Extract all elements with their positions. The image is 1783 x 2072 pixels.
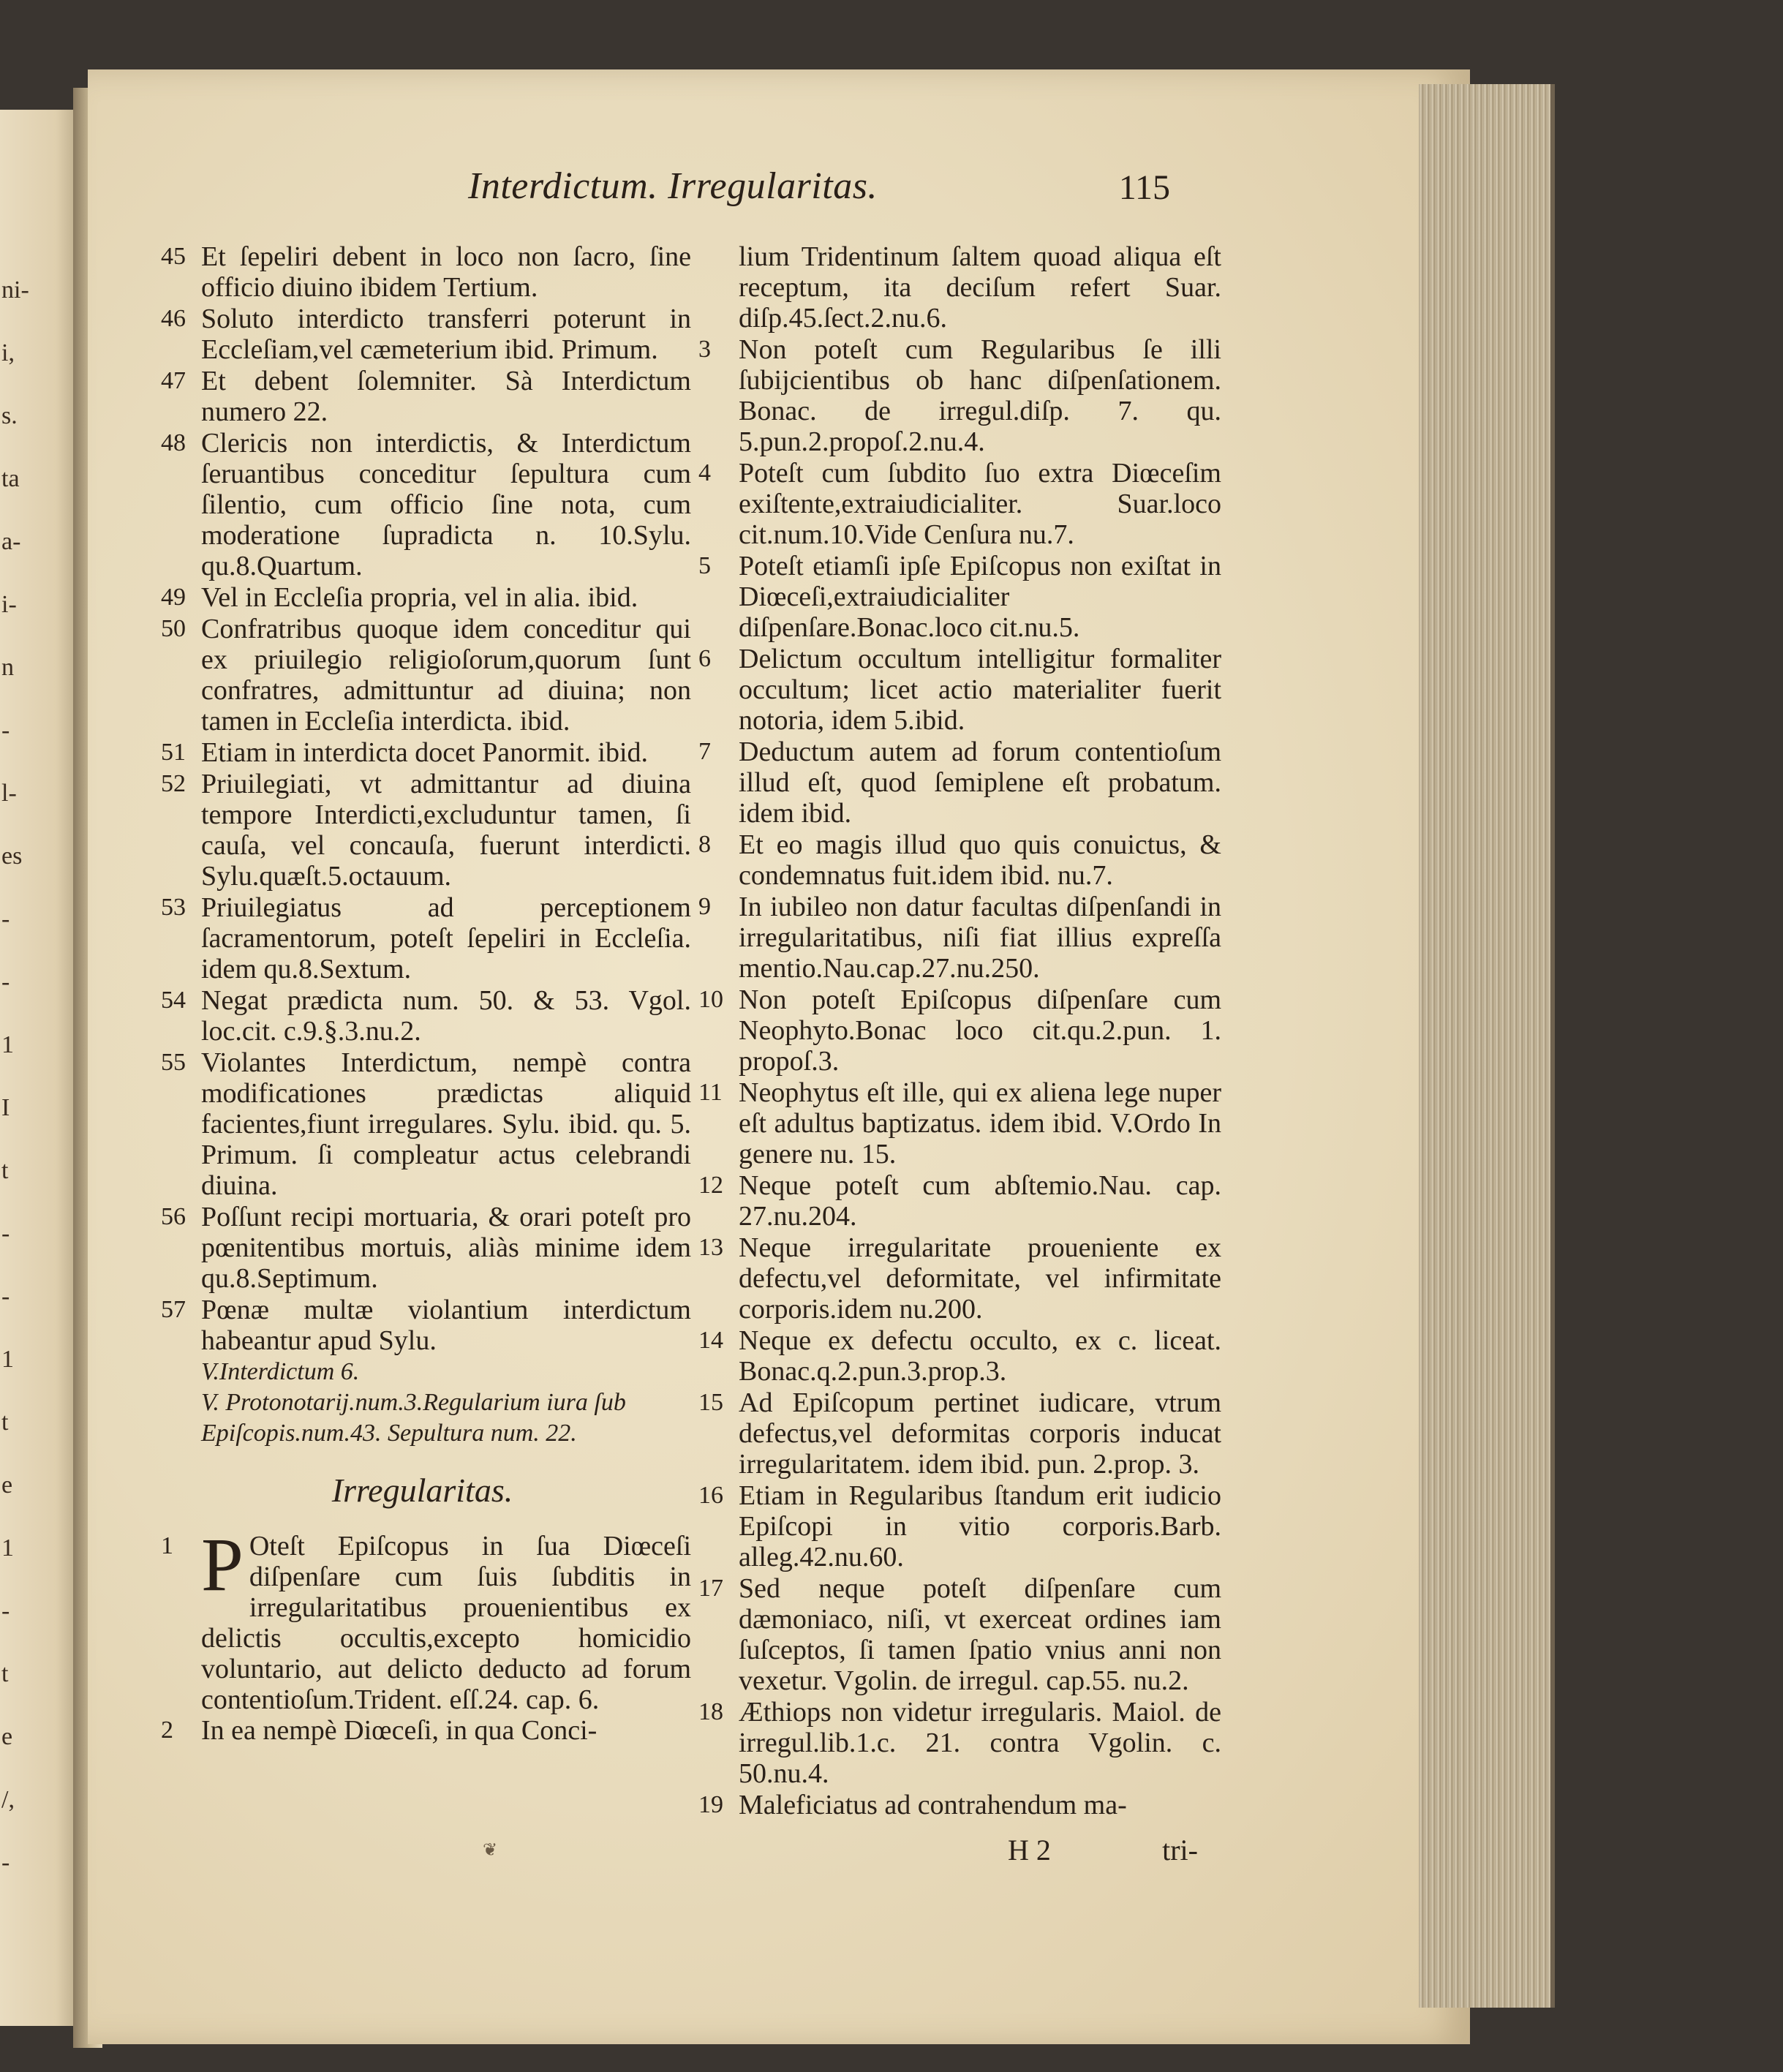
entry-text: Poteſt cum ſubdito ſuo extra Diœceſim exiſtente,extraiudicialiter. Suar.loco cit.num.10.Vide Cenſura nu.7. xyxy=(739,458,1221,550)
index-entry xyxy=(154,241,691,303)
left-page-edge xyxy=(0,110,80,2026)
catchword: tri- xyxy=(1162,1834,1198,1866)
entry-text: Negat prædicta num. 50. & 53. Vgol. loc.cit. c.9.§.3.nu.2. xyxy=(201,985,691,1047)
left-page-fragment: 1 xyxy=(1,1031,14,1058)
left-page-fragment: - xyxy=(1,1849,10,1876)
entry-number: 7 xyxy=(698,738,711,765)
running-head: Interdictum. Irregularitas. xyxy=(468,165,878,207)
entry-number: 54 xyxy=(161,987,186,1014)
left-page-fragment: t xyxy=(1,1409,9,1436)
index-entry xyxy=(691,1697,1221,1789)
left-page-fragment: - xyxy=(1,1597,10,1624)
left-page-fragment: 1 xyxy=(1,1534,14,1561)
left-page-fragment: n xyxy=(1,654,14,681)
signature-mark: H 2 xyxy=(1008,1834,1051,1866)
entry-number: 18 xyxy=(698,1698,723,1725)
left-entries xyxy=(154,241,691,1356)
entry-number: 16 xyxy=(698,1482,723,1509)
index-entry xyxy=(154,1715,691,1746)
index-entry xyxy=(154,1523,691,1715)
index-entry xyxy=(154,1047,691,1201)
entry-number: 50 xyxy=(161,615,186,642)
index-entry xyxy=(691,1232,1221,1325)
entry-text: Ad Epiſcopum pertinet iudicare, vtrum defectus,vel deformitas corporis inducat irregularitatem. idem ibid. pun. 2.prop. 3. xyxy=(739,1387,1221,1480)
entry-text: Confratribus quoque idem conceditur qui ex priuilegio religioſorum,quorum ſunt confratres, admittuntur ad diuina; non tamen in Eccleſia interdicta. ibid. xyxy=(201,614,691,736)
entry-text: Et debent ſolemniter. Sà Interdictum numero 22. xyxy=(201,366,691,427)
entry-text: Pœnæ multæ violantium interdictum habeantur apud Sylu. xyxy=(201,1295,691,1356)
left-page-fragment: t xyxy=(1,1157,9,1184)
entry-number: 56 xyxy=(161,1203,186,1230)
entry-text: Et ſepeliri debent in loco non ſacro, ſine officio diuino ibidem Tertium. xyxy=(201,241,691,303)
index-entry xyxy=(691,1325,1221,1387)
left-page-fragment: a- xyxy=(1,528,21,555)
entry-number: 6 xyxy=(698,645,711,672)
index-entry xyxy=(691,241,1221,334)
left-page-fragment: /, xyxy=(1,1786,15,1813)
entry-number: 53 xyxy=(161,894,186,921)
entry-text: Oteſt Epiſcopus in ſua Diœceſi diſpenſare cum ſuis ſubditis in irregularitatibus prouenientibus ex delictis occultis,excepto homicidio voluntario, aut delicto deducto ad forum contentioſum.Trident. eſſ.24. cap. 6. xyxy=(201,1531,691,1715)
index-entry xyxy=(154,737,691,768)
entry-text: Non poteſt cum Regularibus ſe illi ſubijcientibus ob hanc diſpenſationem. Bonac. de irregul.diſp. 7. qu. 5.pun.2.propoſ.2.nu.4. xyxy=(739,334,1221,457)
index-entry xyxy=(154,366,691,427)
entry-text: Soluto interdicto transferri poterunt in Eccleſiam,vel cæmeterium ibid. Primum. xyxy=(201,304,691,365)
entry-number: 17 xyxy=(698,1575,723,1602)
cross-reference: V.Interdictum 6. xyxy=(201,1358,360,1385)
entry-number: 5 xyxy=(698,552,711,579)
entry-text: Maleficiatus ad contrahendum ma- xyxy=(739,1790,1127,1820)
entry-number: 1 xyxy=(161,1532,173,1559)
entry-number: 2 xyxy=(161,1717,173,1744)
entry-number: 49 xyxy=(161,584,186,611)
left-page-fragment: e xyxy=(1,1472,13,1499)
index-entry xyxy=(691,334,1221,457)
entry-text: Non poteſt Epiſcopus diſpenſare cum Neophyto.Bonac loco cit.qu.2.pun. 1. propoſ.3. xyxy=(739,984,1221,1077)
drop-cap: P xyxy=(201,1523,244,1607)
index-entry xyxy=(154,304,691,365)
index-entry xyxy=(691,984,1221,1077)
index-entry xyxy=(691,551,1221,643)
entry-number: 52 xyxy=(161,770,186,797)
entry-text: In iubileo non datur facultas diſpenſandi in irregularitatibus, niſi fiat illius expreſſa mentio.Nau.cap.27.nu.250. xyxy=(739,892,1221,984)
entry-number: 19 xyxy=(698,1791,723,1818)
index-entry xyxy=(691,1573,1221,1696)
right-column xyxy=(691,241,1221,1821)
index-entry xyxy=(154,614,691,736)
entry-number: 15 xyxy=(698,1389,723,1416)
right-entries xyxy=(691,241,1221,1820)
entry-text: Etiam in Regularibus ſtandum erit iudicio Epiſcopi in vitio corporis.Barb. alleg.42.nu.60. xyxy=(739,1480,1221,1572)
entry-text: Neque irregularitate proueniente ex defectu,vel deformitate, vel infirmitate corporis.idem nu.200. xyxy=(739,1232,1221,1325)
left-page-fragment: i, xyxy=(1,339,15,366)
left-page-fragment: i- xyxy=(1,591,17,618)
entry-number: 10 xyxy=(698,986,723,1013)
left-page-fragment: - xyxy=(1,1220,10,1247)
left-page-fragment: - xyxy=(1,968,10,995)
entry-number: 3 xyxy=(698,336,711,363)
index-entry xyxy=(691,1387,1221,1480)
left-page-fragment: l- xyxy=(1,780,17,807)
entry-number: 13 xyxy=(698,1234,723,1261)
entry-number: 48 xyxy=(161,429,186,456)
entry-text: Etiam in interdicta docet Panormit. ibid. xyxy=(201,737,649,768)
entry-number: 45 xyxy=(161,243,186,270)
entry-text: Neque ex defectu occulto, ex c. liceat. Bonac.q.2.pun.3.prop.3. xyxy=(739,1325,1221,1387)
entry-number: 9 xyxy=(698,893,711,920)
index-entry xyxy=(691,1480,1221,1572)
entry-text: Æthiops non videtur irregularis. Maiol. de irregul.lib.1.c. 21. contra Vgolin. c. 50.nu.4. xyxy=(739,1697,1221,1789)
index-entry xyxy=(154,985,691,1047)
index-entry xyxy=(154,892,691,984)
index-entry xyxy=(691,829,1221,891)
left-page-fragment: 1 xyxy=(1,1346,14,1373)
left-page-fragment: I xyxy=(1,1094,10,1121)
entry-number: 4 xyxy=(698,459,711,486)
entry-text: In ea nempè Diœceſi, in qua Conci- xyxy=(201,1715,598,1746)
section-title: Irregularitas. xyxy=(331,1472,513,1509)
left-page-fragment: ta xyxy=(1,465,20,492)
left-column xyxy=(154,241,691,1747)
page-footer xyxy=(1008,1833,1198,1869)
page-header xyxy=(468,165,1170,223)
index-entry xyxy=(691,736,1221,829)
entry-text: Neophytus eſt ille, qui ex aliena lege nuper eſt adultus baptizatus. idem ibid. V.Ordo In genere nu. 15. xyxy=(739,1077,1221,1169)
index-entry xyxy=(154,582,691,613)
entry-text: Poteſt etiamſi ipſe Epiſcopus non exiſtat in Diœceſi,extraiudicialiter diſpenſare.Bonac.loco cit.nu.5. xyxy=(739,551,1221,643)
entry-number: 11 xyxy=(698,1079,723,1106)
left-page-fragment: - xyxy=(1,1283,10,1310)
left-page-fragment: s. xyxy=(1,402,18,429)
entry-text: lium Tridentinum ſaltem quoad aliqua eſt receptum, ita deciſum refert Suar. diſp.45.ſect.2.nu.6. xyxy=(739,241,1221,334)
cross-reference: V. Protonotarij.num.3.Regularium iura ſub Epiſcopis.num.43. Sepultura num. 22. xyxy=(201,1389,626,1447)
ornament-mark: ❦ xyxy=(483,1841,498,1860)
index-entry xyxy=(691,1790,1221,1820)
index-entry xyxy=(154,1295,691,1356)
folio-number: 115 xyxy=(1118,168,1170,207)
left-page-fragment: e xyxy=(1,1723,13,1750)
entry-text: Sed neque poteſt diſpenſare cum dæmoniaco, niſi, vt exerceat ordines iam ſuſceptos, ſi tamen ſpatio vnius anni non vexetur. Vgolin. de irregul. cap.55. nu.2. xyxy=(739,1573,1221,1696)
entry-number: 51 xyxy=(161,739,186,766)
entry-text: Poſſunt recipi mortuaria, & orari poteſt pro pœnitentibus mortuis, aliàs minime idem qu.8.Septimum. xyxy=(201,1202,691,1294)
index-entry xyxy=(154,1202,691,1294)
entry-text: Clericis non interdictis, & Interdictum ſeruantibus conceditur ſepultura cum ſilentio, cum officio ſine nota, cum moderatione ſupradicta n. 10.Sylu. qu.8.Quartum. xyxy=(201,428,691,581)
entry-text: Delictum occultum intelligitur formaliter occultum; licet actio materialiter fuerit notoria, idem 5.ibid. xyxy=(739,644,1221,736)
index-entry xyxy=(691,1170,1221,1232)
index-entry xyxy=(154,428,691,581)
left-page-fragment: - xyxy=(1,717,10,744)
entry-text: Et eo magis illud quo quis conuictus, & condemnatus fuit.idem ibid. nu.7. xyxy=(739,829,1221,891)
entry-number: 14 xyxy=(698,1327,723,1354)
entry-number: 46 xyxy=(161,305,186,332)
entry-text: Violantes Interdictum, nempè contra modificationes prædictas aliquid facientes,fiunt irregulares. Sylu. ibid. qu. 5. Primum. ſi compleatur actus celebrandi diuina. xyxy=(201,1047,691,1201)
entry-text: Priuilegiati, vt admittantur ad diuina tempore Interdicti,excluduntur tamen, ſi cauſa, vel concauſa, fuerunt interdicti. Sylu.quæſt.5.octauum. xyxy=(201,769,691,892)
page-fore-edge xyxy=(1419,84,1555,2008)
index-entry xyxy=(691,644,1221,736)
entry-text: Neque poteſt cum abſtemio.Nau. cap. 27.nu.204. xyxy=(739,1170,1221,1232)
entry-number: 47 xyxy=(161,367,186,394)
left-page-fragment: es xyxy=(1,843,23,870)
entry-text: Vel in Eccleſia propria, vel in alia. ibid. xyxy=(201,582,638,613)
index-entry xyxy=(691,892,1221,984)
entry-number: 55 xyxy=(161,1049,186,1076)
entry-number: 12 xyxy=(698,1172,723,1199)
index-entry xyxy=(691,458,1221,550)
entry-text: Deductum autem ad forum contentioſum illud eſt, quod ſemiplene eſt probatum. idem ibid. xyxy=(739,736,1221,829)
left-page-fragment: ni- xyxy=(1,276,29,304)
entry-number: 57 xyxy=(161,1296,186,1323)
entry-text: Priuilegiatus ad perceptionem ſacramentorum, poteſt ſepeliri in Eccleſia. idem qu.8.Sextum. xyxy=(201,892,691,984)
entry-number: 8 xyxy=(698,831,711,858)
left-page-fragment: - xyxy=(1,905,10,933)
index-entry xyxy=(154,769,691,892)
left-page-fragment: t xyxy=(1,1660,9,1687)
index-entry xyxy=(691,1077,1221,1169)
